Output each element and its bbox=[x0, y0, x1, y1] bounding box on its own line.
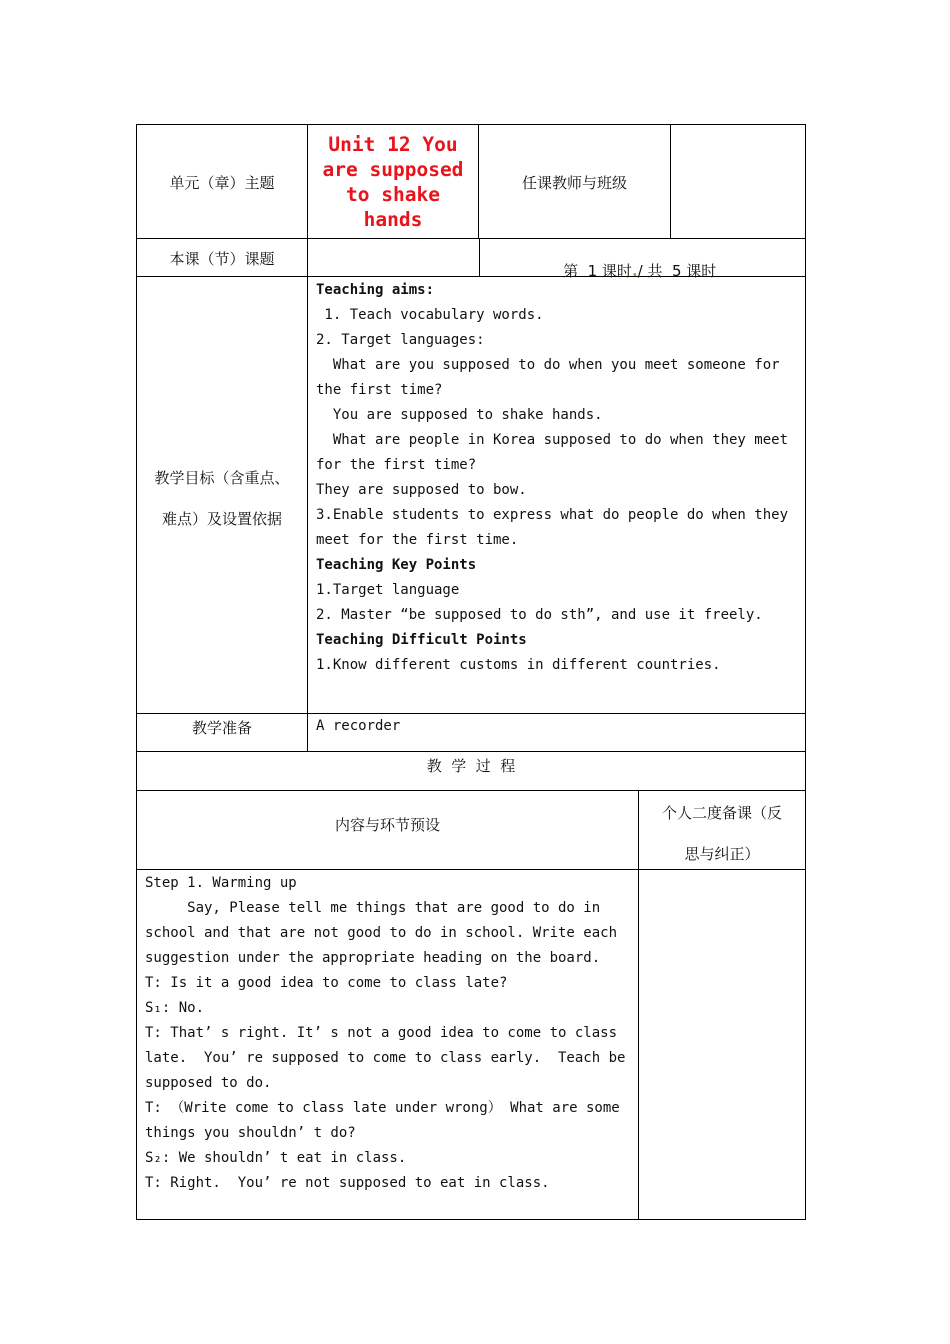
step1-line: supposed to do. bbox=[145, 1075, 272, 1091]
teacher-class-label: 任课教师与班级 bbox=[521, 174, 627, 192]
step1-line: Say, Please tell me things that are good to do in bbox=[145, 900, 601, 916]
unit-title-line: Unit 12 You bbox=[328, 133, 458, 156]
aims-line: the first time? bbox=[316, 382, 443, 398]
aims-label bbox=[137, 458, 307, 540]
step1-line: Step 1. Warming up bbox=[145, 875, 297, 891]
table-border-left bbox=[136, 124, 137, 1220]
period-text-a: 第 1 课时 bbox=[563, 262, 632, 280]
prep-value: A recorder bbox=[316, 718, 401, 734]
aims-line: What are you supposed to do when you meet someone for bbox=[316, 357, 780, 373]
difficult-point-line: 1.Know different customs in different countries. bbox=[316, 657, 721, 673]
step1-line: suggestion under the appropriate heading on the board. bbox=[145, 950, 601, 966]
aims-heading: Teaching aims: bbox=[316, 282, 435, 298]
step1-line: T: Is it a good idea to come to class late? bbox=[145, 975, 508, 991]
aims-line: 1. Teach vocabulary words. bbox=[316, 307, 544, 323]
step1-line: T: That’ s right. It’ s not a good idea to come to class bbox=[145, 1025, 618, 1041]
notes-header-line: 思与纠正） bbox=[684, 845, 760, 863]
unit-title-line: are supposed bbox=[322, 158, 464, 181]
step1-line: T: （Write come to class late under wrong） What are some bbox=[145, 1100, 620, 1116]
table-border-right bbox=[805, 124, 806, 1220]
prep-label: 教学准备 bbox=[191, 719, 252, 737]
period-text-b: / 共 5 课时 bbox=[637, 262, 717, 280]
col-rule bbox=[670, 124, 671, 238]
aims-line: They are supposed to bow. bbox=[316, 482, 527, 498]
step1-line: things you shouldn’ t do? bbox=[145, 1125, 356, 1141]
notes-header bbox=[639, 793, 805, 875]
unit-title bbox=[308, 132, 478, 232]
row-rule bbox=[136, 238, 806, 239]
aims-line: for the first time? bbox=[316, 457, 477, 473]
aims-line: meet for the first time. bbox=[316, 532, 519, 548]
step1-line: S₁: No. bbox=[145, 1000, 205, 1016]
period-mark: . bbox=[631, 262, 638, 280]
step1-line: late. You’ re supposed to come to class early. Teach be bbox=[145, 1050, 626, 1066]
table-border-top bbox=[136, 124, 806, 125]
key-point-line: 1.Target language bbox=[316, 582, 460, 598]
aims-line: You are supposed to shake hands. bbox=[316, 407, 603, 423]
table-border-bottom bbox=[136, 1219, 806, 1220]
step1-line: T: Right. You’ re not supposed to eat in class. bbox=[145, 1175, 550, 1191]
aims-line: 2. Target languages: bbox=[316, 332, 485, 348]
key-point-line: 2. Master “be supposed to do sth”, and use it freely. bbox=[316, 607, 763, 623]
aims-line: 3.Enable students to express what do people do when they bbox=[316, 507, 789, 523]
step1-content bbox=[145, 871, 635, 1196]
content-header: 内容与环节预设 bbox=[334, 816, 440, 834]
aims-label-line: 难点）及设置依据 bbox=[161, 510, 282, 528]
difficult-points-heading: Teaching Difficult Points bbox=[316, 632, 527, 648]
row-rule bbox=[136, 751, 806, 752]
unit-title-line: hands bbox=[363, 208, 423, 231]
aims-label-line: 教学目标（含重点、 bbox=[154, 469, 290, 487]
process-title: 教 学 过 程 bbox=[426, 757, 516, 775]
notes-header-line: 个人二度备课（反 bbox=[661, 804, 782, 822]
unit-label: 单元（章）主题 bbox=[169, 174, 275, 192]
key-points-heading: Teaching Key Points bbox=[316, 557, 477, 573]
col-rule bbox=[479, 238, 480, 276]
lesson-label: 本课（节）课题 bbox=[169, 250, 275, 268]
aims-content bbox=[316, 278, 802, 678]
unit-title-line: to shake bbox=[346, 183, 440, 206]
step1-line: S₂: We shouldn’ t eat in class. bbox=[145, 1150, 407, 1166]
aims-line: What are people in Korea supposed to do when they meet bbox=[316, 432, 789, 448]
row-rule bbox=[136, 790, 806, 791]
step1-line: school and that are not good to do in school. Write each bbox=[145, 925, 618, 941]
